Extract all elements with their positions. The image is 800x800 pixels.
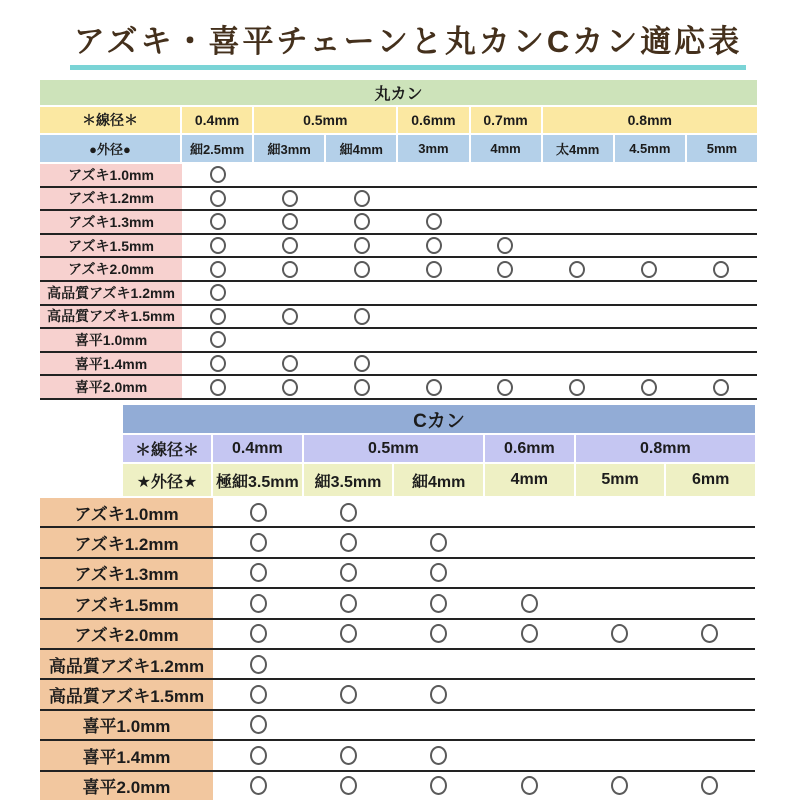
compat-mark-icon <box>210 190 226 207</box>
ckan-compat-cell <box>484 741 574 769</box>
compat-mark-icon <box>250 563 267 582</box>
marukan-outer-diameter-value: 細3mm <box>254 135 324 162</box>
ckan-table-row <box>40 711 755 741</box>
ckan-table-row <box>40 620 755 650</box>
ckan-compat-cell <box>665 498 755 526</box>
marukan-compat-cell <box>326 188 398 210</box>
ckan-compat-cell <box>213 589 303 617</box>
ckan-compat-cell <box>213 741 303 769</box>
ckan-compat-cell <box>303 620 393 648</box>
ckan-table-row <box>40 528 755 558</box>
compat-mark-icon <box>250 776 267 795</box>
ckan-chain-label: アズキ1.3mm <box>40 559 213 587</box>
marukan-table-row <box>40 188 757 212</box>
marukan-outer-diameter-value: 3mm <box>398 135 468 162</box>
marukan-compat-cell <box>613 235 685 257</box>
compat-mark-icon <box>497 379 513 396</box>
ckan-compat-cell <box>574 620 664 648</box>
compat-mark-icon <box>340 685 357 704</box>
compat-mark-icon <box>611 624 628 643</box>
marukan-table-row <box>40 376 757 400</box>
marukan-compat-cell <box>182 164 254 186</box>
marukan-outer-diameter-value: 細4mm <box>326 135 396 162</box>
marukan-outer-diameter-value: 4.5mm <box>615 135 685 162</box>
ckan-compat-cell <box>574 711 664 739</box>
compat-mark-icon <box>250 715 267 734</box>
marukan-compat-cell <box>613 258 685 280</box>
compat-mark-icon <box>210 237 226 254</box>
ckan-chain-label: 高品質アズキ1.5mm <box>40 680 213 708</box>
ckan-compat-cell <box>665 650 755 678</box>
ckan-outer-diameter-value: 5mm <box>576 464 665 496</box>
ckan-compat-cell <box>574 589 664 617</box>
compat-mark-icon <box>430 533 447 552</box>
marukan-compat-cell <box>541 211 613 233</box>
compat-mark-icon <box>354 379 370 396</box>
marukan-compat-cell <box>541 282 613 304</box>
marukan-compat-cell <box>182 258 254 280</box>
marukan-outer-diameter-value: 太4mm <box>543 135 613 162</box>
marukan-chain-label: アズキ1.2mm <box>40 188 182 210</box>
ckan-chain-label: アズキ1.0mm <box>40 498 213 526</box>
marukan-compat-cell <box>470 235 542 257</box>
ckan-compat-cell <box>213 498 303 526</box>
ckan-outer-diameter-row <box>123 464 755 496</box>
marukan-table-row <box>40 329 757 353</box>
ckan-compat-cell <box>394 620 484 648</box>
marukan-outer-diameter-label: ●外径● <box>40 135 180 162</box>
ckan-table-row <box>40 741 755 771</box>
marukan-compat-cell <box>613 376 685 398</box>
ckan-compat-cell <box>574 680 664 708</box>
compat-mark-icon <box>340 533 357 552</box>
compat-mark-icon <box>354 308 370 325</box>
compat-mark-icon <box>497 237 513 254</box>
compat-mark-icon <box>250 655 267 674</box>
ckan-table-row <box>40 680 755 710</box>
marukan-compat-cell <box>254 353 326 375</box>
ckan-compat-cell <box>484 498 574 526</box>
ckan-table-row <box>40 498 755 528</box>
marukan-compat-cell <box>685 211 757 233</box>
compat-mark-icon <box>250 746 267 765</box>
ckan-chain-label: アズキ1.2mm <box>40 528 213 556</box>
ckan-compat-cell <box>665 589 755 617</box>
marukan-wire-diameter-value: 0.7mm <box>471 107 541 133</box>
marukan-outer-diameter-row <box>40 135 757 162</box>
marukan-chain-label: アズキ1.3mm <box>40 211 182 233</box>
marukan-compat-cell <box>541 329 613 351</box>
ckan-chain-label: アズキ2.0mm <box>40 620 213 648</box>
compat-mark-icon <box>250 624 267 643</box>
marukan-compat-cell <box>613 164 685 186</box>
ckan-compat-cell <box>213 680 303 708</box>
marukan-chain-label: 喜平1.4mm <box>40 353 182 375</box>
marukan-table-row <box>40 353 757 377</box>
compat-mark-icon <box>250 503 267 522</box>
compat-mark-icon <box>430 685 447 704</box>
compat-mark-icon <box>340 503 357 522</box>
ckan-compat-cell <box>303 680 393 708</box>
marukan-compat-cell <box>182 282 254 304</box>
marukan-compat-cell <box>613 188 685 210</box>
marukan-compat-cell <box>398 353 470 375</box>
marukan-compat-cell <box>326 353 398 375</box>
marukan-compat-cell <box>326 258 398 280</box>
marukan-compat-cell <box>326 282 398 304</box>
marukan-compat-cell <box>182 329 254 351</box>
ckan-compat-cell <box>665 772 755 800</box>
ckan-compat-cell <box>303 528 393 556</box>
compat-mark-icon <box>641 379 657 396</box>
compat-mark-icon <box>354 355 370 372</box>
compat-mark-icon <box>250 685 267 704</box>
compat-mark-icon <box>430 624 447 643</box>
compat-mark-icon <box>250 533 267 552</box>
compat-mark-icon <box>426 261 442 278</box>
compat-mark-icon <box>569 379 585 396</box>
ckan-table-row <box>40 559 755 589</box>
marukan-outer-diameter-value: 5mm <box>687 135 757 162</box>
ckan-compat-cell <box>665 680 755 708</box>
compat-mark-icon <box>426 237 442 254</box>
marukan-compat-cell <box>182 188 254 210</box>
marukan-compat-cell <box>685 164 757 186</box>
compat-mark-icon <box>210 166 226 183</box>
compat-mark-icon <box>701 776 718 795</box>
ckan-wire-diameter-value: 0.6mm <box>485 435 574 462</box>
compat-mark-icon <box>282 190 298 207</box>
marukan-compat-cell <box>398 306 470 328</box>
ckan-compat-cell <box>394 772 484 800</box>
marukan-compat-cell <box>541 164 613 186</box>
marukan-compat-cell <box>254 306 326 328</box>
marukan-wire-diameter-value: 0.6mm <box>398 107 468 133</box>
marukan-compat-cell <box>398 211 470 233</box>
marukan-chain-label: アズキ1.5mm <box>40 235 182 257</box>
marukan-table-row <box>40 164 757 188</box>
ckan-compat-cell <box>574 559 664 587</box>
compat-mark-icon <box>713 261 729 278</box>
ckan-table-row <box>40 650 755 680</box>
ckan-compat-cell <box>665 528 755 556</box>
ckan-compat-cell <box>574 741 664 769</box>
compat-mark-icon <box>354 261 370 278</box>
ckan-outer-diameter-value: 細4mm <box>394 464 483 496</box>
marukan-compat-cell <box>254 376 326 398</box>
marukan-compat-cell <box>182 211 254 233</box>
ckan-outer-diameter-value: 6mm <box>666 464 755 496</box>
marukan-compat-cell <box>398 258 470 280</box>
ckan-compat-cell <box>394 498 484 526</box>
compat-mark-icon <box>340 624 357 643</box>
marukan-compat-cell <box>470 306 542 328</box>
marukan-compat-cell <box>470 282 542 304</box>
ckan-compat-cell <box>665 620 755 648</box>
marukan-compat-cell <box>541 353 613 375</box>
ckan-compat-cell <box>213 650 303 678</box>
compat-mark-icon <box>210 213 226 230</box>
ckan-compat-cell <box>213 528 303 556</box>
marukan-compat-cell <box>470 376 542 398</box>
marukan-compat-cell <box>398 235 470 257</box>
marukan-compat-cell <box>254 211 326 233</box>
ckan-table-row <box>40 772 755 800</box>
marukan-compat-cell <box>613 306 685 328</box>
marukan-table-body <box>40 164 757 400</box>
compat-mark-icon <box>210 379 226 396</box>
marukan-compat-cell <box>685 282 757 304</box>
ckan-compat-cell <box>484 528 574 556</box>
marukan-table-row <box>40 282 757 306</box>
ckan-wire-diameter-value: 0.8mm <box>576 435 755 462</box>
marukan-wire-diameter-row <box>40 107 757 133</box>
marukan-compat-cell <box>685 329 757 351</box>
marukan-compat-cell <box>685 188 757 210</box>
marukan-compat-cell <box>541 306 613 328</box>
compat-mark-icon <box>713 379 729 396</box>
compat-mark-icon <box>430 746 447 765</box>
ckan-compat-cell <box>303 589 393 617</box>
marukan-compat-cell <box>470 329 542 351</box>
ckan-chain-label: 喜平1.0mm <box>40 711 213 739</box>
marukan-compat-cell <box>470 258 542 280</box>
compat-mark-icon <box>641 261 657 278</box>
ckan-table-row <box>40 589 755 619</box>
marukan-compat-cell <box>613 211 685 233</box>
ckan-compat-cell <box>394 589 484 617</box>
marukan-compat-cell <box>613 329 685 351</box>
compat-mark-icon <box>521 776 538 795</box>
marukan-compat-cell <box>398 188 470 210</box>
ckan-compat-cell <box>484 589 574 617</box>
marukan-compat-cell <box>470 353 542 375</box>
marukan-compat-cell <box>613 282 685 304</box>
marukan-compat-cell <box>398 164 470 186</box>
ckan-chain-label: 喜平2.0mm <box>40 772 213 800</box>
marukan-table-row <box>40 258 757 282</box>
marukan-table <box>40 80 757 400</box>
marukan-compat-cell <box>398 329 470 351</box>
marukan-compat-cell <box>326 329 398 351</box>
marukan-chain-label: 高品質アズキ1.5mm <box>40 306 182 328</box>
marukan-compat-cell <box>398 282 470 304</box>
marukan-compat-cell <box>541 376 613 398</box>
ckan-compat-cell <box>213 711 303 739</box>
ckan-compat-cell <box>303 711 393 739</box>
marukan-compat-cell <box>182 306 254 328</box>
compat-mark-icon <box>210 331 226 348</box>
ckan-compat-cell <box>303 498 393 526</box>
ckan-table-body <box>40 498 755 800</box>
marukan-compat-cell <box>470 211 542 233</box>
ckan-compat-cell <box>394 741 484 769</box>
compat-mark-icon <box>569 261 585 278</box>
ckan-compat-cell <box>484 650 574 678</box>
compat-mark-icon <box>701 624 718 643</box>
marukan-compat-cell <box>254 188 326 210</box>
marukan-table-title: 丸カン <box>40 80 757 105</box>
ckan-compat-cell <box>394 711 484 739</box>
marukan-compat-cell <box>685 353 757 375</box>
compat-mark-icon <box>430 594 447 613</box>
compat-mark-icon <box>426 379 442 396</box>
marukan-compat-cell <box>685 376 757 398</box>
ckan-compat-cell <box>303 559 393 587</box>
marukan-outer-diameter-value: 細2.5mm <box>182 135 252 162</box>
marukan-compat-cell <box>254 235 326 257</box>
marukan-outer-diameter-value: 4mm <box>471 135 541 162</box>
marukan-compat-cell <box>470 164 542 186</box>
ckan-compat-cell <box>213 559 303 587</box>
compat-mark-icon <box>282 355 298 372</box>
ckan-compat-cell <box>484 711 574 739</box>
marukan-compat-cell <box>326 376 398 398</box>
marukan-compat-cell <box>685 306 757 328</box>
ckan-chain-label: アズキ1.5mm <box>40 589 213 617</box>
marukan-chain-label: アズキ1.0mm <box>40 164 182 186</box>
marukan-chain-label: 喜平2.0mm <box>40 376 182 398</box>
marukan-compat-cell <box>685 258 757 280</box>
compat-mark-icon <box>282 308 298 325</box>
ckan-compat-cell <box>303 650 393 678</box>
compat-mark-icon <box>430 776 447 795</box>
marukan-table-row <box>40 211 757 235</box>
ckan-compat-cell <box>394 559 484 587</box>
compat-mark-icon <box>340 563 357 582</box>
marukan-compat-cell <box>182 235 254 257</box>
compat-mark-icon <box>354 190 370 207</box>
marukan-compat-cell <box>326 235 398 257</box>
marukan-compat-cell <box>470 188 542 210</box>
page-title: アズキ・喜平チェーンと丸カンCカン適応表 <box>70 16 746 70</box>
marukan-compat-cell <box>613 353 685 375</box>
ckan-wire-diameter-row <box>123 435 755 462</box>
ckan-compat-cell <box>213 772 303 800</box>
ckan-chain-label: 高品質アズキ1.2mm <box>40 650 213 678</box>
compat-mark-icon <box>340 594 357 613</box>
ckan-compat-cell <box>213 620 303 648</box>
compat-mark-icon <box>521 624 538 643</box>
compat-mark-icon <box>430 563 447 582</box>
marukan-compat-cell <box>541 235 613 257</box>
ckan-compat-cell <box>665 711 755 739</box>
ckan-compat-cell <box>574 650 664 678</box>
compat-mark-icon <box>426 213 442 230</box>
compat-mark-icon <box>521 594 538 613</box>
ckan-compat-cell <box>394 528 484 556</box>
compat-mark-icon <box>250 594 267 613</box>
compat-mark-icon <box>282 379 298 396</box>
compat-mark-icon <box>282 261 298 278</box>
marukan-compat-cell <box>326 164 398 186</box>
compat-mark-icon <box>354 237 370 254</box>
compat-mark-icon <box>282 213 298 230</box>
marukan-wire-diameter-value: 0.4mm <box>182 107 252 133</box>
ckan-outer-diameter-value: 細3.5mm <box>304 464 393 496</box>
marukan-chain-label: 高品質アズキ1.2mm <box>40 282 182 304</box>
marukan-compat-cell <box>182 376 254 398</box>
compat-mark-icon <box>210 355 226 372</box>
marukan-wire-diameter-value: 0.5mm <box>254 107 396 133</box>
ckan-compat-cell <box>303 741 393 769</box>
marukan-table-row <box>40 235 757 259</box>
marukan-compat-cell <box>685 235 757 257</box>
marukan-compat-cell <box>254 164 326 186</box>
compat-mark-icon <box>340 746 357 765</box>
marukan-compat-cell <box>182 353 254 375</box>
ckan-compat-cell <box>394 680 484 708</box>
ckan-compat-cell <box>665 559 755 587</box>
compat-mark-icon <box>497 261 513 278</box>
compat-mark-icon <box>210 261 226 278</box>
marukan-chain-label: アズキ2.0mm <box>40 258 182 280</box>
marukan-compat-cell <box>398 376 470 398</box>
ckan-table <box>40 405 755 800</box>
compat-mark-icon <box>282 237 298 254</box>
ckan-wire-diameter-value: 0.5mm <box>304 435 483 462</box>
ckan-outer-diameter-label: ★外径★ <box>123 464 211 496</box>
marukan-compat-cell <box>254 258 326 280</box>
ckan-outer-diameter-value: 極細3.5mm <box>213 464 302 496</box>
ckan-outer-diameter-value: 4mm <box>485 464 574 496</box>
ckan-compat-cell <box>484 680 574 708</box>
ckan-wire-diameter-value: 0.4mm <box>213 435 302 462</box>
compat-mark-icon <box>340 776 357 795</box>
compat-mark-icon <box>210 284 226 301</box>
ckan-compat-cell <box>484 772 574 800</box>
ckan-chain-label: 喜平1.4mm <box>40 741 213 769</box>
ckan-compat-cell <box>574 528 664 556</box>
marukan-compat-cell <box>254 329 326 351</box>
marukan-compat-cell <box>541 188 613 210</box>
marukan-compat-cell <box>326 211 398 233</box>
marukan-compat-cell <box>541 258 613 280</box>
ckan-compat-cell <box>484 620 574 648</box>
ckan-compat-cell <box>665 741 755 769</box>
ckan-table-title: Cカン <box>123 405 755 433</box>
marukan-chain-label: 喜平1.0mm <box>40 329 182 351</box>
marukan-wire-diameter-value: 0.8mm <box>543 107 757 133</box>
marukan-wire-diameter-label: ＊線径＊ <box>40 107 180 133</box>
ckan-compat-cell <box>394 650 484 678</box>
compat-mark-icon <box>210 308 226 325</box>
ckan-compat-cell <box>484 559 574 587</box>
ckan-compat-cell <box>574 498 664 526</box>
ckan-wire-diameter-label: ＊線径＊ <box>123 435 211 462</box>
compat-mark-icon <box>354 213 370 230</box>
ckan-compat-cell <box>574 772 664 800</box>
compat-mark-icon <box>611 776 628 795</box>
marukan-table-row <box>40 306 757 330</box>
marukan-compat-cell <box>254 282 326 304</box>
marukan-compat-cell <box>326 306 398 328</box>
ckan-compat-cell <box>303 772 393 800</box>
